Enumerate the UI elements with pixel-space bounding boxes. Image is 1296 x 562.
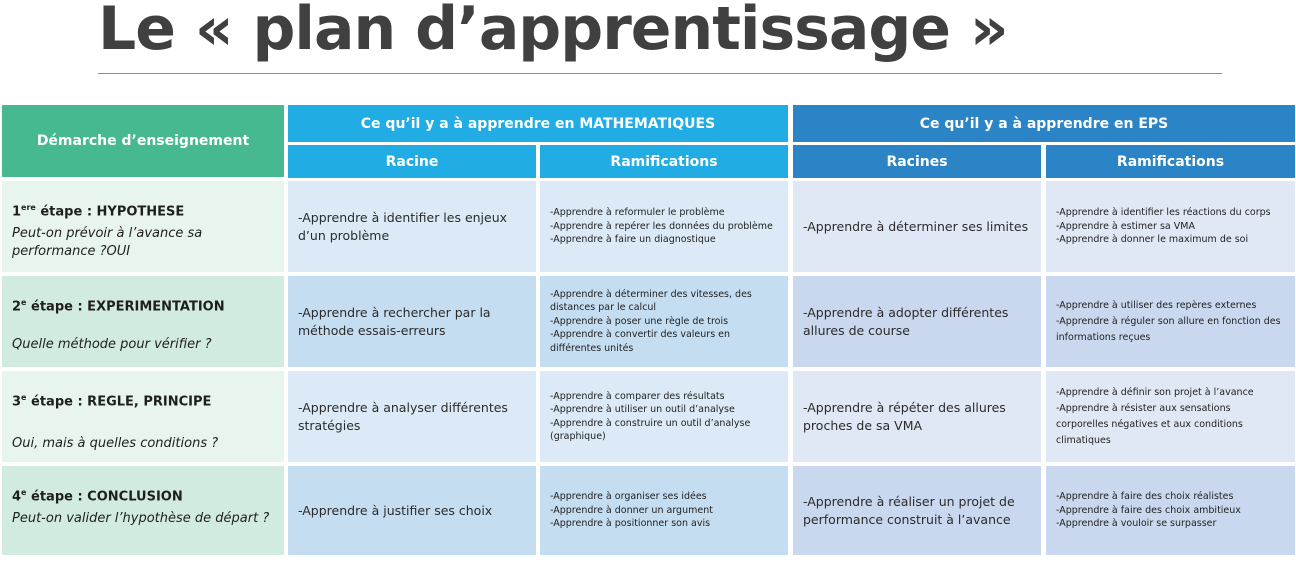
step-number: 1 <box>12 204 22 220</box>
step-label: étape : HYPOTHESE <box>35 204 185 220</box>
header-eps: Ce qu’il y a à apprendre en EPS <box>793 105 1295 142</box>
eps-racine-cell: -Apprendre à déterminer ses limites <box>793 181 1041 272</box>
step-cell <box>2 466 284 555</box>
ramification-item: -Apprendre à identifier les réactions du corps <box>1056 207 1271 219</box>
math-ramifications-cell <box>540 466 788 555</box>
step-label: étape : REGLE, PRINCIPE <box>26 394 212 410</box>
step-question: Quelle méthode pour vérifier ? <box>12 337 212 353</box>
ramification-item: -Apprendre à reformuler le problème <box>550 207 725 219</box>
ramification-item: -Apprendre à positionner son avis <box>550 518 711 530</box>
step-title <box>12 203 274 219</box>
header-eps-ramifications: Ramifications <box>1046 145 1295 178</box>
step-title <box>12 393 274 409</box>
step-title <box>12 298 274 314</box>
step-ordinal: e <box>21 298 27 307</box>
ramification-item: -Apprendre à donner un argument <box>550 504 713 516</box>
ramification-item: -Apprendre à faire des choix réalistes <box>1056 491 1234 503</box>
eps-racine-cell: -Apprendre à répéter des allures proches de sa VMA <box>793 371 1041 462</box>
step-number: 4 <box>12 489 22 505</box>
ramification-item: -Apprendre à vouloir se surpasser <box>1056 518 1217 530</box>
ramification-item: -Apprendre à déterminer des vitesses, des distances par le calcul <box>550 288 752 314</box>
step-question: Oui, mais à quelles conditions ? <box>12 436 219 452</box>
ramification-item: -Apprendre à faire des choix ambitieux <box>1056 504 1241 516</box>
ramification-item: -Apprendre à organiser ses idées <box>550 491 707 503</box>
ramification-item: -Apprendre à résister aux sensations corporelles négatives et aux conditions climatiques <box>1056 402 1243 446</box>
eps-ramifications-cell <box>1046 181 1295 272</box>
math-ramifications-cell <box>540 181 788 272</box>
ramification-item: -Apprendre à réguler son allure en fonction des informations reçues <box>1056 315 1281 343</box>
header-eps-racines: Racines <box>793 145 1041 178</box>
ramification-item: -Apprendre à poser une règle de trois <box>550 315 729 327</box>
step-question: Peut-on valider l’hypothèse de départ ? <box>12 511 270 527</box>
header-demarche: Démarche d’enseignement <box>2 105 284 177</box>
ramification-item: -Apprendre à donner le maximum de soi <box>1056 234 1249 246</box>
eps-ramifications-cell <box>1046 276 1295 367</box>
ramification-item: -Apprendre à définir son projet à l’avance <box>1056 386 1254 398</box>
math-racine-cell: -Apprendre à justifier ses choix <box>288 466 536 555</box>
step-cell <box>2 371 284 462</box>
eps-racine-cell: -Apprendre à adopter différentes allures de course <box>793 276 1041 367</box>
header-math: Ce qu’il y a à apprendre en MATHEMATIQUES <box>288 105 788 142</box>
step-number: 3 <box>12 394 22 410</box>
eps-racine-cell: -Apprendre à réaliser un projet de performance construit à l’avance <box>793 466 1041 555</box>
header-math-ramifications: Ramifications <box>540 145 788 178</box>
step-ordinal: e <box>21 393 27 402</box>
math-ramifications-cell <box>540 276 788 367</box>
step-cell <box>2 276 284 367</box>
ramification-item: -Apprendre à comparer des résultats <box>550 390 725 402</box>
step-cell <box>2 181 284 272</box>
step-question: Peut-on prévoir à l’avance sa performance ?OUI <box>12 226 203 260</box>
math-racine-cell: -Apprendre à rechercher par la méthode essais-erreurs <box>288 276 536 367</box>
math-racine-cell: -Apprendre à identifier les enjeux d’un problème <box>288 181 536 272</box>
ramification-item: -Apprendre à utiliser un outil d’analyse <box>550 404 735 415</box>
math-ramifications-cell <box>540 371 788 462</box>
ramification-item: -Apprendre à utiliser des repères externes <box>1056 299 1257 311</box>
ramification-item: -Apprendre à faire un diagnostique <box>550 234 716 246</box>
step-number: 2 <box>12 299 22 315</box>
ramification-item: -Apprendre à construire un outil d’analyse (graphique) <box>550 417 751 442</box>
header-math-racine: Racine <box>288 145 536 178</box>
step-label: étape : EXPERIMENTATION <box>26 299 225 315</box>
step-ordinal: e <box>21 488 27 497</box>
step-label: étape : CONCLUSION <box>26 489 183 505</box>
title-divider <box>98 73 1222 74</box>
math-racine-cell: -Apprendre à analyser différentes stratégies <box>288 371 536 462</box>
step-title <box>12 488 274 504</box>
step-ordinal: ere <box>21 203 36 212</box>
ramification-item: -Apprendre à estimer sa VMA <box>1056 220 1195 232</box>
ramification-item: -Apprendre à convertir des valeurs en différentes unités <box>550 329 731 354</box>
ramification-item: -Apprendre à repérer les données du problème <box>550 220 773 232</box>
eps-ramifications-cell <box>1046 371 1295 462</box>
eps-ramifications-cell <box>1046 466 1295 555</box>
page-title: Le « plan d’apprentissage » <box>98 0 1008 64</box>
